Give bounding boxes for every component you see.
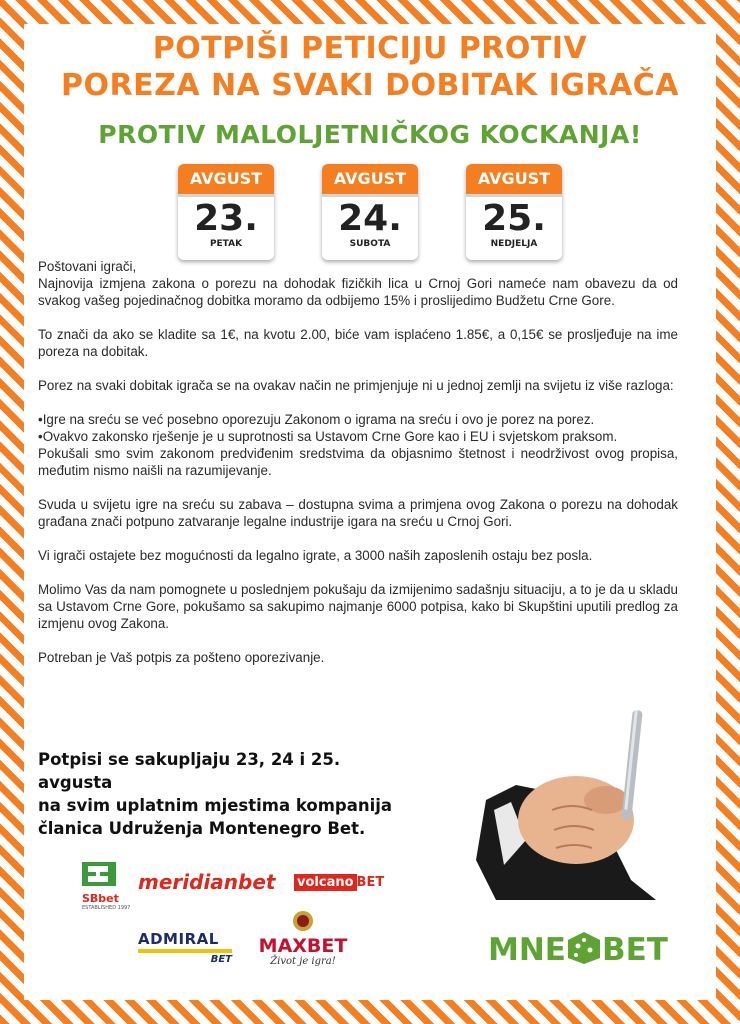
calendar-month: AVGUST bbox=[178, 164, 274, 197]
letter-paragraph: Pokušali smo svim zakonom predviđenim sredstvima da objasnimo štetnost i neodrživost ovog propisa, međutim nismo naišli na razumijevanje. bbox=[38, 446, 678, 478]
letter-paragraph: Potreban je Vaš potpis za pošteno oporezivanje. bbox=[38, 650, 325, 665]
letter-bullet: •Igre na sreću se već posebno oporezuju Zakonom o igrama na sreću i ovo je porez na porez. bbox=[38, 412, 595, 427]
calendar-month: AVGUST bbox=[466, 164, 562, 197]
maxbet-name: MAXBET bbox=[258, 935, 348, 957]
notice-line: na svim uplatnim mjestima kompanija bbox=[38, 796, 393, 815]
sbbet-logo bbox=[82, 862, 130, 911]
letter-paragraph: Molimo Vas da nam pomognete u poslednjem pokušaju da izmijenimo sadašnju situaciju, a to je da u skladu sa Ustavom Crne Gore, pokušamo sa sakupimo najmanje 6000 potpisa, kako bi Skupštini uputili predlog za izmjenu ovog Zakona. bbox=[38, 582, 678, 631]
meridianbet-logo: meridianbet bbox=[138, 870, 276, 894]
volcano-bet-word: BET bbox=[356, 875, 385, 890]
letter-body bbox=[38, 258, 678, 683]
sbbet-name: SBbet bbox=[82, 892, 119, 905]
letter-paragraph: Najnovija izmjena zakona o porezu na dohodak fizičkih lica u Crnoj Gori nameće nam obavezu da od svakog vašeg pojedinačnog dobitka moramo da odbijemo 15% i proslijedimo Budžetu Crne Gore. bbox=[38, 276, 678, 308]
admiral-word: ADMIRAL bbox=[138, 930, 219, 948]
calendar-weekday: NEDJELJA bbox=[490, 239, 538, 249]
mnebet-logo bbox=[488, 930, 668, 968]
letter-greeting: Poštovani igrači, bbox=[38, 259, 137, 274]
notice-line: Potpisi se sakupljaju 23, 24 i 25. avgusta bbox=[38, 750, 341, 792]
calendar-month: AVGUST bbox=[322, 164, 418, 197]
notice-line: članica Udruženja Montenegro Bet. bbox=[38, 819, 366, 838]
mnebet-bet: BET bbox=[601, 932, 668, 968]
headline-line-3: PROTIV MALOLJETNIČKOG KOCKANJA! bbox=[98, 120, 642, 149]
letter-paragraph: Vi igrači ostajete bez mogućnosti da legalno igrate, a 3000 naših zaposlenih ostaju bez posla. bbox=[38, 548, 593, 563]
letter-paragraph: Porez na svaki dobitak igrača se na ovakav način ne primjenjuje ni u jednoj zemlji na svijetu iz više razloga: bbox=[38, 378, 674, 393]
signature-collection-notice bbox=[38, 748, 418, 840]
volcano-word: volcano bbox=[294, 874, 357, 891]
mnebet-mne: MNE bbox=[488, 932, 566, 968]
hand-with-pen-illustration bbox=[456, 690, 662, 900]
volcanobet-logo bbox=[294, 875, 384, 890]
letter-bullet: •Ovakvo zakonsko rješenje je u suprotnosti sa Ustavom Crne Gore kao i EU i svjetskom praksom. bbox=[38, 429, 618, 444]
calendar-date-23 bbox=[178, 164, 274, 260]
calendar-date-24 bbox=[322, 164, 418, 260]
maxbet-tagline: Život je igra! bbox=[270, 956, 336, 967]
headline-line-2: POREZA NA SVAKI DOBITAK IGRAČA bbox=[61, 68, 679, 103]
calendar-day: 25. bbox=[482, 198, 546, 239]
admiral-stripe bbox=[138, 949, 232, 953]
calendar-day: 23. bbox=[194, 198, 258, 239]
sbbet-subtitle: ESTABLISHED 1997 bbox=[82, 905, 131, 911]
letter-paragraph: Svuda u svijetu igre na sreću su zabava – dostupna svima a primjena ovog Zakona o porezu na dohodak građana znači potpuno zatvaranje legalne industrije igara na sreću u Crnoj Gori. bbox=[38, 497, 678, 529]
maxbet-logo bbox=[258, 910, 348, 967]
calendar-weekday: PETAK bbox=[209, 239, 243, 249]
letter-paragraph: To znači da ako se kladite sa 1€, na kvotu 2.00, biće vam isplaćeno 1.85€, a 0,15€ se prosljeđuje na ime poreza na dobitak. bbox=[38, 327, 678, 359]
calendar-day: 24. bbox=[338, 198, 402, 239]
admiral-bet-word: BET bbox=[210, 954, 232, 965]
maxbet-crest-icon bbox=[292, 910, 314, 932]
admiralbet-logo bbox=[138, 930, 232, 965]
calendar-weekday: SUBOTA bbox=[349, 239, 391, 249]
calendar-date-25 bbox=[466, 164, 562, 260]
sbbet-emblem-icon bbox=[82, 862, 116, 886]
dice-icon bbox=[566, 930, 602, 966]
headline-line-1: POTPIŠI PETICIJU PROTIV bbox=[152, 31, 588, 66]
